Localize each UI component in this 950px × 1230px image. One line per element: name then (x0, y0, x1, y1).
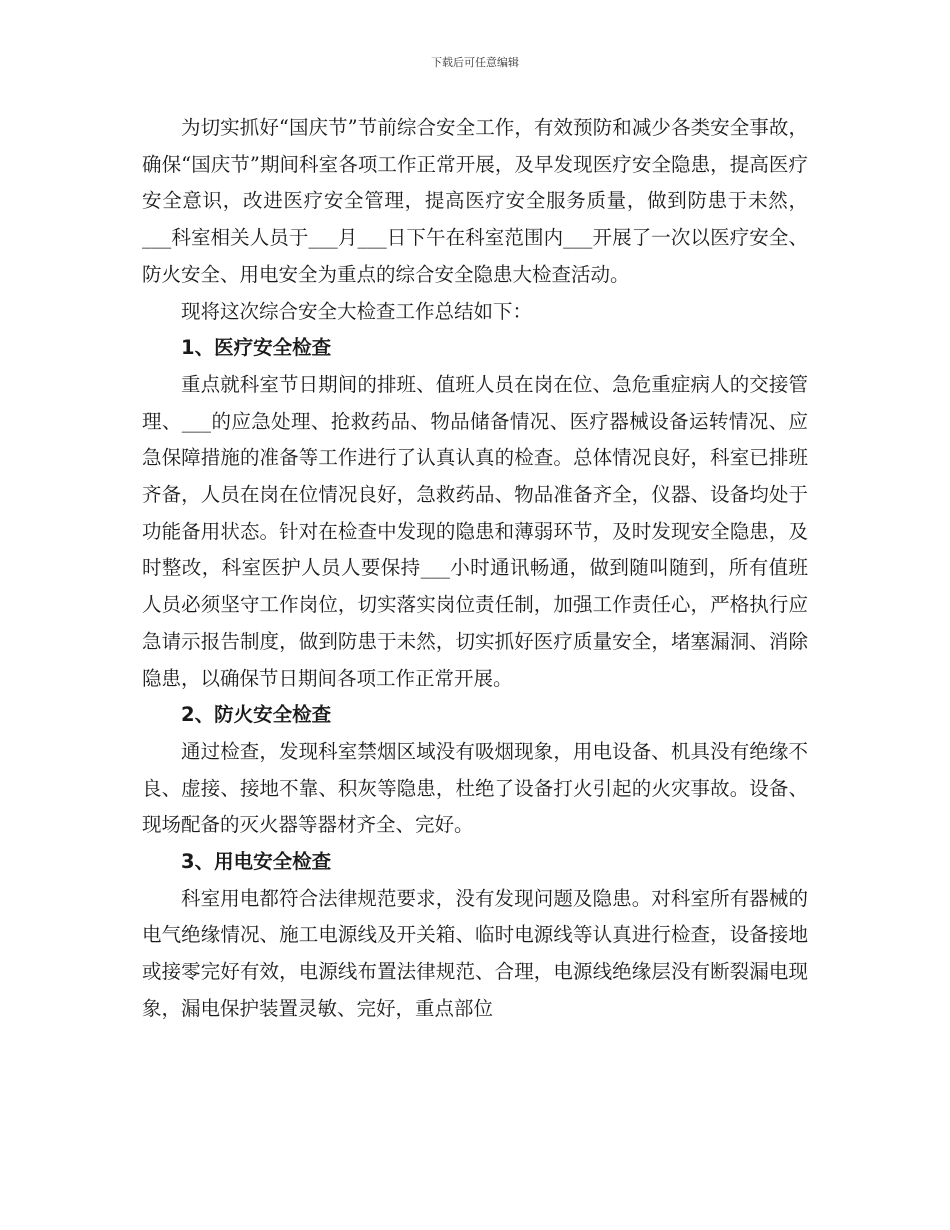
document-body (142, 110, 808, 1028)
intro-paragraph: 为切实抓好“国庆节”节前综合安全工作，有效预防和减少各类安全事故，确保“国庆节”期间科室各项工作正常开展，及早发现医疗安全隐患，提高医疗安全意识，改进医疗安全管理，提高医疗安全服务质量，做到防患于未然，___科室相关人员于___月___日下午在科室范围内___开展了一次以医疗安全、防火安全、用电安全为重点的综合安全隐患大检查活动。 (142, 116, 808, 286)
section-1-text: 重点就科室节日期间的排班、值班人员在岗在位、急危重症病人的交接管理、___的应急处理、抢救药品、物品储备情况、医疗器械设备运转情况、应急保障措施的准备等工作进行了认真认真的检查。总体情况良好，科室已排班齐备，人员在岗在位情况良好，急救药品、物品准备齐全，仪器、设备均处于功能备用状态。针对在检查中发现的隐患和薄弱环节，及时发现安全隐患，及时整改，科室医护人员人要保持___小时通讯畅通，做到随叫随到，所有值班人员必须坚守工作岗位，切实落实岗位责任制，加强工作责任心，严格执行应急请示报告制度，做到防患于未然，切实抓好医疗质量安全，堵塞漏洞、消除隐患，以确保节日期间各项工作正常开展。 (142, 372, 808, 690)
section-3-title: 3、用电安全检查 (181, 850, 332, 874)
summary-lead: 现将这次综合安全大检查工作总结如下： (181, 299, 533, 323)
page-header: 下载后可任意编辑 (431, 56, 519, 69)
section-3-text: 科室用电都符合法律规范要求，没有发现问题及隐患。对科室所有器械的电气绝缘情况、施工电源线及开关箱、临时电源线等认真进行检查，设备接地或接零完好有效，电源线布置法律规范、合理，电源线绝缘层没有断裂漏电现象，漏电保护装置灵敏、完好，重点部位 (142, 886, 808, 1020)
section-1-title: 1、医疗安全检查 (181, 336, 332, 360)
section-2-title: 2、防火安全检查 (181, 703, 332, 727)
section-2-text: 通过检查，发现科室禁烟区域没有吸烟现象，用电设备、机具没有绝缘不良、虚接、接地不靠、积灰等隐患，杜绝了设备打火引起的火灾事故。设备、现场配备的灭火器等器材齐全、完好。 (142, 739, 808, 837)
